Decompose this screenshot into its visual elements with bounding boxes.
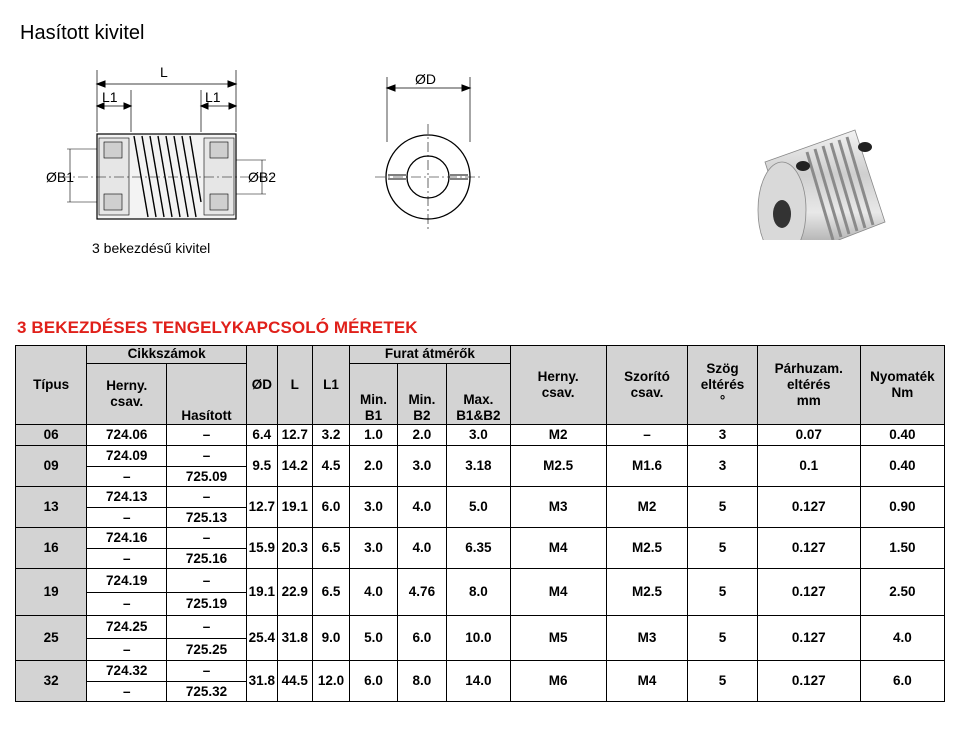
- cell-b2: 6.0: [397, 616, 446, 661]
- cell-herny: –: [87, 549, 167, 569]
- cell-b2: 4.0: [397, 528, 446, 569]
- cell-nyomatek: 0.90: [860, 487, 944, 528]
- cell-tipus: 09: [16, 446, 87, 487]
- table-row: [16, 446, 945, 467]
- cell-d: 31.8: [246, 661, 277, 702]
- cell-l: 22.9: [277, 569, 312, 616]
- label-B1: ØB1: [46, 169, 75, 185]
- header-l1: L1: [312, 346, 349, 425]
- cell-l: 14.2: [277, 446, 312, 487]
- header-nyomatek-l2: Nm: [891, 385, 914, 400]
- cell-tipus: 16: [16, 528, 87, 569]
- cell-nyomatek: 1.50: [860, 528, 944, 569]
- header-szog-l2: eltérés: [700, 376, 745, 392]
- cell-hasitott: 725.25: [167, 639, 247, 661]
- header-min-b1-l1: Min.: [360, 391, 388, 407]
- cell-b2: 8.0: [397, 661, 446, 702]
- header-tipus: Típus: [16, 346, 87, 425]
- header-parhuzam: [757, 346, 860, 425]
- header-parhuzam-l2: eltérés: [786, 376, 831, 392]
- cell-tipus: 13: [16, 487, 87, 528]
- cell-nyomatek: 6.0: [860, 661, 944, 702]
- coupling-drawing: [40, 62, 920, 240]
- cell-herny: 724.06: [87, 425, 167, 446]
- cell-b2: 4.76: [397, 569, 446, 616]
- header-herny-csav: [510, 346, 606, 425]
- cell-hasitott: 725.13: [167, 508, 247, 528]
- cell-tipus: 06: [16, 425, 87, 446]
- cell-nyomatek: 2.50: [860, 569, 944, 616]
- header-szorito: [606, 346, 688, 425]
- header-nyomatek: [860, 346, 944, 425]
- table-row: [16, 528, 945, 549]
- header-hasitott: Hasított: [167, 364, 247, 425]
- coupling-photo: [758, 130, 885, 240]
- cell-szorito: M3: [606, 616, 688, 661]
- header-szorito-l2: csav.: [630, 385, 664, 400]
- cell-l1: 12.0: [312, 661, 349, 702]
- cell-b1: 5.0: [350, 616, 398, 661]
- cell-szorito: M2.5: [606, 528, 688, 569]
- label-B2: ØB2: [248, 169, 277, 185]
- label-L1-right: L1: [205, 89, 221, 105]
- label-L: L: [160, 64, 168, 80]
- header-herny-l2: csav.: [110, 394, 144, 409]
- table-row: [16, 616, 945, 639]
- cell-hasitott: –: [167, 487, 247, 508]
- cell-herny: 724.09: [87, 446, 167, 467]
- cell-max: 8.0: [446, 569, 510, 616]
- front-view-drawing: [375, 77, 481, 230]
- cell-l: 12.7: [277, 425, 312, 446]
- cell-hasitott: –: [167, 661, 247, 682]
- cell-nyomatek: 0.40: [860, 446, 944, 487]
- cell-herny-csav: M2.5: [510, 446, 606, 487]
- cell-hasitott: 725.19: [167, 593, 247, 616]
- cell-hasitott: 725.09: [167, 467, 247, 487]
- cell-herny: –: [87, 682, 167, 702]
- cell-b1: 1.0: [350, 425, 398, 446]
- cell-szog: 3: [688, 425, 757, 446]
- cell-szorito: M1.6: [606, 446, 688, 487]
- cell-l1: 6.0: [312, 487, 349, 528]
- section-title: 3 BEKEZDÉSES TENGELYKAPCSOLÓ MÉRETEK: [17, 318, 418, 337]
- cell-herny-csav: M6: [510, 661, 606, 702]
- cell-herny-csav: M4: [510, 569, 606, 616]
- cell-max: 10.0: [446, 616, 510, 661]
- header-min-b1-l2: B1: [364, 407, 383, 423]
- header-min-b2-l1: Min.: [408, 391, 436, 407]
- header-min-b2-l2: B2: [413, 407, 431, 423]
- cell-b1: 3.0: [350, 487, 398, 528]
- cell-l1: 6.5: [312, 569, 349, 616]
- cell-b1: 6.0: [350, 661, 398, 702]
- cell-max: 5.0: [446, 487, 510, 528]
- header-szog-l1: Szög: [706, 360, 739, 376]
- cell-herny: –: [87, 593, 167, 616]
- header-szog-l3: °: [719, 393, 726, 409]
- cell-parhuzam: 0.1: [757, 446, 860, 487]
- cell-herny: –: [87, 639, 167, 661]
- header-herny: [87, 364, 167, 425]
- cell-l1: 9.0: [312, 616, 349, 661]
- header-nyomatek-l1: Nyomaték: [870, 368, 935, 384]
- cell-herny: –: [87, 467, 167, 487]
- cell-parhuzam: 0.127: [757, 616, 860, 661]
- cell-szog: 5: [688, 661, 757, 702]
- cell-szog: 5: [688, 616, 757, 661]
- header-szog: [688, 346, 757, 425]
- cell-nyomatek: 0.40: [860, 425, 944, 446]
- cell-herny: 724.13: [87, 487, 167, 508]
- header-min-b2: [397, 364, 446, 425]
- table-row: [16, 661, 945, 682]
- cell-herny-csav: M2: [510, 425, 606, 446]
- cell-l: 44.5: [277, 661, 312, 702]
- cell-max: 3.18: [446, 446, 510, 487]
- cell-d: 19.1: [246, 569, 277, 616]
- cell-szog: 5: [688, 487, 757, 528]
- cell-hasitott: –: [167, 425, 247, 446]
- header-min-b1: [350, 364, 398, 425]
- header-parhuzam-l1: Párhuzam.: [774, 360, 843, 376]
- page-title: Hasított kivitel: [20, 22, 145, 44]
- cell-herny-csav: M3: [510, 487, 606, 528]
- cell-szog: 5: [688, 569, 757, 616]
- cell-szorito: –: [606, 425, 688, 446]
- cell-l1: 6.5: [312, 528, 349, 569]
- header-herny-csav-l1: Herny.: [537, 368, 579, 384]
- cell-herny: 724.25: [87, 616, 167, 639]
- cell-b2: 4.0: [397, 487, 446, 528]
- cell-b1: 4.0: [350, 569, 398, 616]
- cell-max: 14.0: [446, 661, 510, 702]
- cell-herny-csav: M5: [510, 616, 606, 661]
- cell-herny-csav: M4: [510, 528, 606, 569]
- cell-hasitott: –: [167, 528, 247, 549]
- cell-parhuzam: 0.127: [757, 661, 860, 702]
- header-furat: Furat átmérők: [350, 346, 511, 364]
- cell-hasitott: –: [167, 446, 247, 467]
- cell-d: 25.4: [246, 616, 277, 661]
- cell-tipus: 19: [16, 569, 87, 616]
- header-max: [446, 364, 510, 425]
- cell-max: 3.0: [446, 425, 510, 446]
- header-herny-csav-l2: csav.: [541, 385, 575, 400]
- cell-hasitott: 725.16: [167, 549, 247, 569]
- cell-d: 15.9: [246, 528, 277, 569]
- cell-tipus: 25: [16, 616, 87, 661]
- cell-tipus: 32: [16, 661, 87, 702]
- cell-l1: 4.5: [312, 446, 349, 487]
- side-view-drawing: [60, 70, 276, 219]
- header-herny-l1: Herny.: [106, 377, 148, 393]
- cell-szorito: M4: [606, 661, 688, 702]
- cell-d: 9.5: [246, 446, 277, 487]
- table-row: [16, 487, 945, 508]
- cell-b1: 3.0: [350, 528, 398, 569]
- cell-parhuzam: 0.127: [757, 528, 860, 569]
- cell-nyomatek: 4.0: [860, 616, 944, 661]
- cell-b2: 3.0: [397, 446, 446, 487]
- cell-hasitott: 725.32: [167, 682, 247, 702]
- header-max-l2: B1&B2: [456, 407, 501, 423]
- cell-l: 19.1: [277, 487, 312, 528]
- cell-d: 6.4: [246, 425, 277, 446]
- cell-hasitott: –: [167, 569, 247, 593]
- cell-herny: 724.16: [87, 528, 167, 549]
- label-D: ØD: [415, 71, 436, 87]
- cell-herny: 724.19: [87, 569, 167, 593]
- header-cikkszamok: Cikkszámok: [87, 346, 247, 364]
- cell-b2: 2.0: [397, 425, 446, 446]
- cell-l1: 3.2: [312, 425, 349, 446]
- cell-hasitott: –: [167, 616, 247, 639]
- header-szorito-l1: Szorító: [624, 368, 670, 384]
- cell-l: 31.8: [277, 616, 312, 661]
- cell-szog: 5: [688, 528, 757, 569]
- header-l: L: [277, 346, 312, 425]
- header-parhuzam-l3: mm: [796, 393, 821, 409]
- cell-max: 6.35: [446, 528, 510, 569]
- cell-szorito: M2.5: [606, 569, 688, 616]
- cell-parhuzam: 0.127: [757, 487, 860, 528]
- cell-parhuzam: 0.07: [757, 425, 860, 446]
- drawing-caption: 3 bekezdésű kivitel: [92, 240, 211, 256]
- cell-l: 20.3: [277, 528, 312, 569]
- label-L1-left: L1: [102, 89, 118, 105]
- table-row: [16, 425, 945, 446]
- cell-herny: –: [87, 508, 167, 528]
- dimensions-table: [15, 345, 945, 702]
- cell-parhuzam: 0.127: [757, 569, 860, 616]
- cell-szog: 3: [688, 446, 757, 487]
- table-row: [16, 569, 945, 593]
- cell-b1: 2.0: [350, 446, 398, 487]
- cell-d: 12.7: [246, 487, 277, 528]
- cell-szorito: M2: [606, 487, 688, 528]
- header-d: ØD: [246, 346, 277, 425]
- cell-herny: 724.32: [87, 661, 167, 682]
- header-max-l1: Max.: [463, 391, 494, 407]
